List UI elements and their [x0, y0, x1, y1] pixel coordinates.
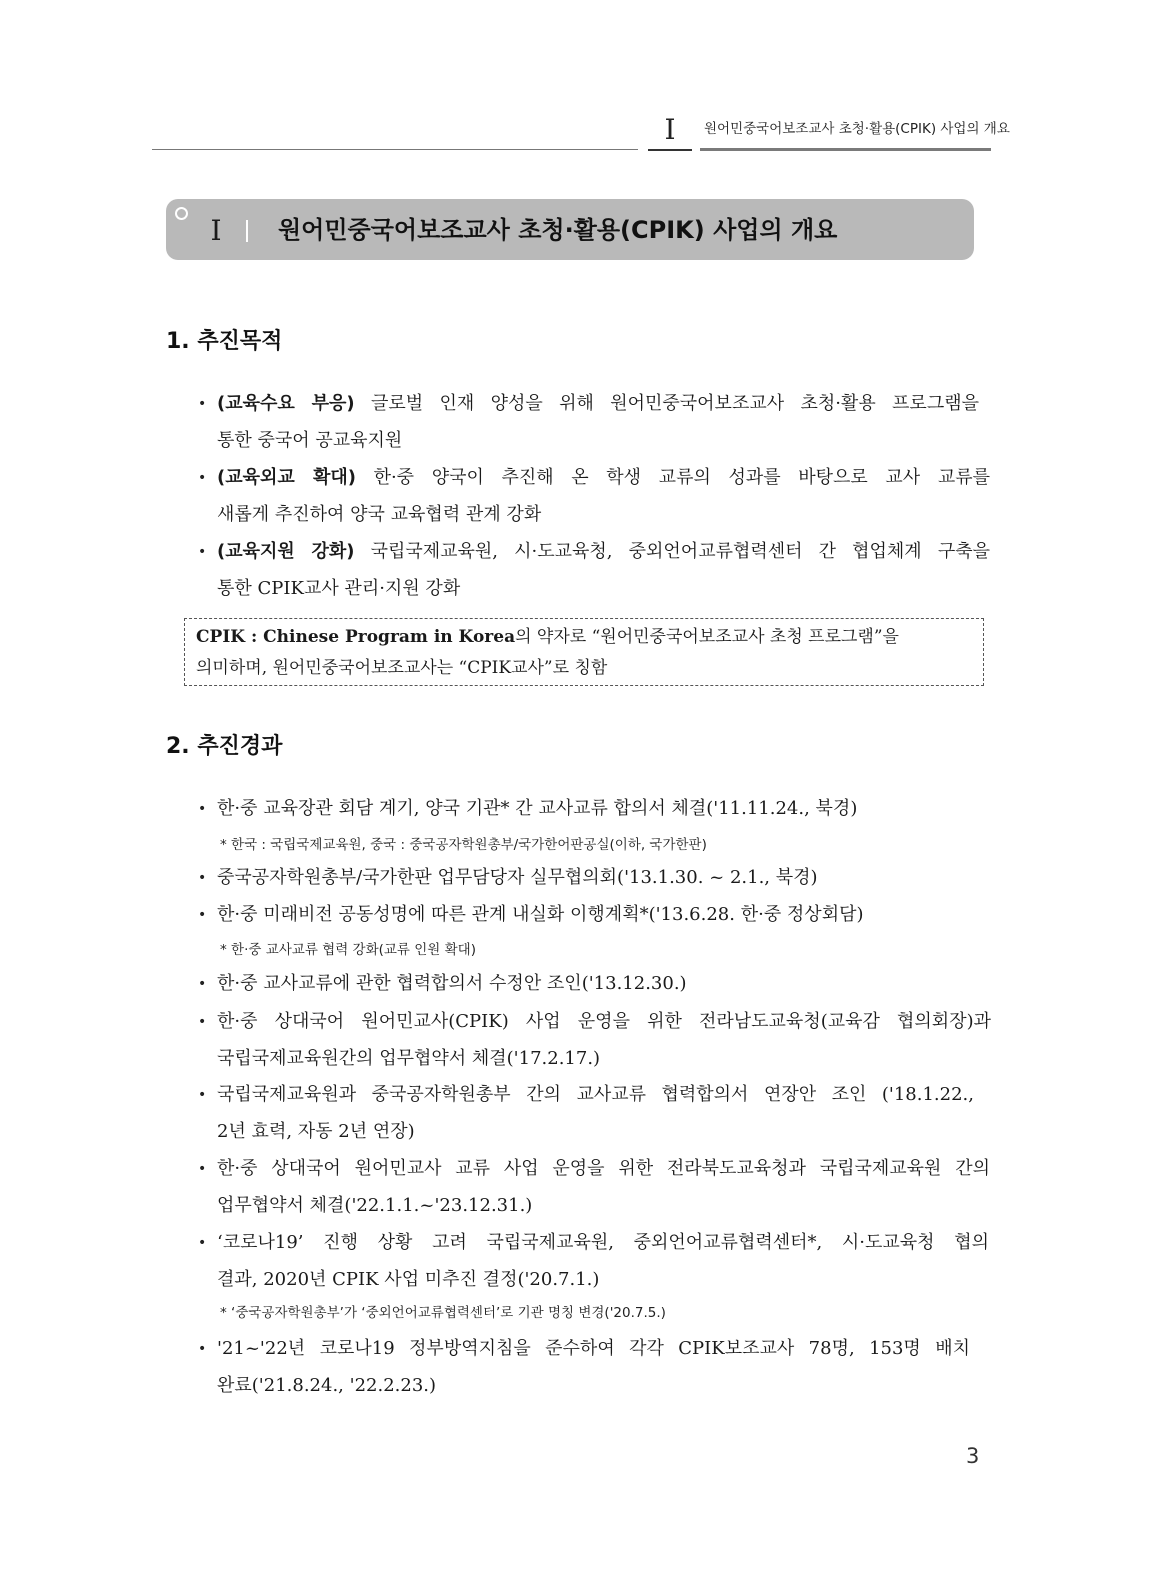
progress-note: * 한국 : 국립국제교육원, 중국 : 중국공자학원총부/국가한어판공실(이하, 국가한판) — [220, 837, 707, 853]
header-rule-right — [700, 148, 991, 151]
bullet-icon: • — [198, 1014, 207, 1030]
progress-item-cont: 2년 효력, 자동 2년 연장) — [217, 1121, 415, 1142]
progress-item: 한·중 교사교류에 관한 협력합의서 수정안 조인('13.12.30.) — [217, 973, 687, 994]
bullet-icon: • — [198, 907, 207, 923]
bullet-icon: • — [198, 1235, 207, 1251]
progress-note: * 한·중 교사교류 협력 강화(교류 인원 확대) — [220, 942, 476, 958]
bullet-icon: • — [198, 976, 207, 992]
purpose-item-line: 통한 중국어 공교육지원 — [217, 430, 403, 451]
progress-item: 한·중 미래비전 공동성명에 따른 관계 내실화 이행계획*('13.6.28. 한·중 정상회담) — [217, 904, 864, 925]
purpose-text: 글로벌 인재 양성을 위해 원어민중국어보조교사 초청·활용 프로그램을 — [354, 393, 979, 414]
progress-item-cont: 완료('21.8.24., '22.2.23.) — [217, 1375, 437, 1396]
progress-item: 한·중 상대국어 원어민교사(CPIK) 사업 운영을 위한 전라남도교육청(교육감 협의회장)과 — [217, 1011, 991, 1032]
bullet-icon: • — [198, 801, 207, 817]
progress-item: 한·중 상대국어 원어민교사 교류 사업 운영을 위한 전라북도교육청과 국립국제교육원 간의 — [217, 1158, 990, 1179]
purpose-item-line: 새롭게 추진하여 양국 교육협력 관계 강화 — [217, 504, 542, 525]
progress-item: 국립국제교육원과 중국공자학원총부 간의 교사교류 협력합의서 연장안 조인 ('18.1.22., — [217, 1084, 974, 1105]
purpose-keyword: (교육수요 부응) — [217, 393, 355, 414]
definition-line-2: 의미하며, 원어민중국어보조교사는 “CPIK교사”로 칭함 — [196, 658, 608, 678]
bullet-icon: • — [198, 396, 207, 412]
bullet-icon: • — [198, 1341, 207, 1357]
progress-item: 중국공자학원총부/국가한판 업무담당자 실무협의회('13.1.30. ~ 2.1., 북경) — [217, 867, 818, 888]
purpose-text: 국립국제교육원, 시·도교육청, 중외언어교류협력센터 간 협업체계 구축을 — [354, 541, 990, 562]
banner-separator — [246, 220, 248, 242]
header-chapter-underline — [648, 149, 692, 151]
purpose-item-line — [217, 539, 990, 565]
purpose-item-line — [217, 391, 979, 417]
progress-item-cont: 결과, 2020년 CPIK 사업 미추진 결정('20.7.1.) — [217, 1269, 600, 1290]
bullet-icon: • — [198, 1087, 207, 1103]
progress-item-cont: 국립국제교육원간의 업무협약서 체결('17.2.17.) — [217, 1048, 601, 1069]
header-running-title: 원어민중국어보조교사 초청·활용(CPIK) 사업의 개요 — [704, 121, 1010, 137]
bullet-icon: • — [198, 470, 207, 486]
chapter-number: Ⅰ — [210, 214, 222, 247]
definition-term: CPIK : Chinese Program in Korea — [196, 627, 516, 647]
chapter-title: 원어민중국어보조교사 초청·활용(CPIK) 사업의 개요 — [278, 216, 838, 244]
progress-item: 한·중 교육장관 회담 계기, 양국 기관* 간 교사교류 합의서 체결('11.11.24., 북경) — [217, 798, 858, 819]
purpose-item-line: 통한 CPIK교사 관리·지원 강화 — [217, 578, 461, 599]
banner-circle-icon — [175, 207, 188, 220]
bullet-icon: • — [198, 870, 207, 886]
section-heading-progress: 2. 추진경과 — [166, 734, 283, 759]
purpose-keyword: (교육지원 강화) — [217, 541, 355, 562]
definition-text: 의 약자로 “원어민중국어보조교사 초청 프로그램”을 — [515, 627, 899, 647]
progress-item-cont: 업무협약서 체결('22.1.1.~'23.12.31.) — [217, 1195, 533, 1216]
progress-item: ‘코로나19’ 진행 상황 고려 국립국제교육원, 중외언어교류협력센터*, 시·도교육청 협의 — [217, 1232, 989, 1253]
definition-line-1 — [196, 625, 899, 649]
progress-item: '21~'22년 코로나19 정부방역지침을 준수하여 각각 CPIK보조교사 78명, 153명 배치 — [217, 1338, 970, 1359]
progress-note: * ‘중국공자학원총부’가 ‘중외언어교류협력센터’로 기관 명칭 변경('20.7.5.) — [220, 1305, 666, 1321]
section-heading-purpose: 1. 추진목적 — [166, 329, 283, 354]
purpose-keyword: (교육외교 확대) — [217, 467, 356, 488]
purpose-item-line — [217, 465, 990, 491]
bullet-icon: • — [198, 1161, 207, 1177]
purpose-text: 한·중 양국이 추진해 온 학생 교류의 성과를 바탕으로 교사 교류를 — [355, 467, 990, 488]
page-number: 3 — [966, 1444, 980, 1468]
header-chapter-number: Ⅰ — [664, 113, 676, 146]
header-rule-left — [152, 149, 638, 150]
bullet-icon: • — [198, 544, 207, 560]
